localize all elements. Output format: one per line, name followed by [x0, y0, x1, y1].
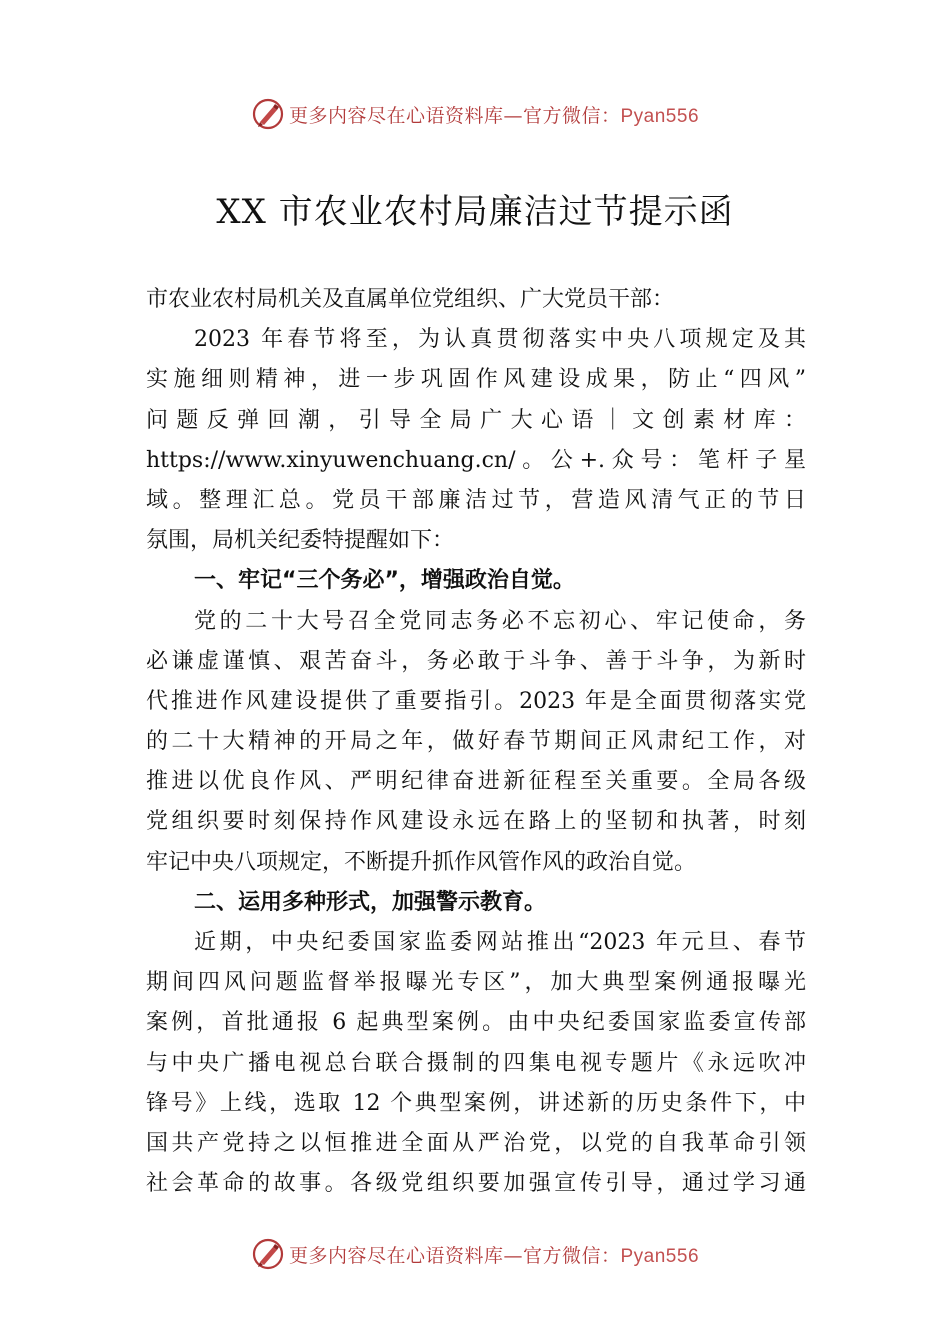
paragraph-line: 氛围，局机关纪委特提醒如下： [146, 528, 455, 554]
paragraph-line: 案例，首批通报 6 起典型案例。由中央纪委国家监委宣传部 [146, 1010, 806, 1036]
paragraph-line: 推进以优良作风、严明纪律奋进新征程至关重要。全局各级 [146, 769, 806, 795]
paragraph-line: 域。整理汇总。党员干部廉洁过节，营造风清气正的节日 [146, 487, 806, 513]
paragraph-line: 期间四风问题监督举报曝光专区”，加大典型案例通报曝光 [146, 970, 806, 996]
paragraph-line: 与中央广播电视总台联合摄制的四集电视专题片《永远吹冲 [146, 1050, 806, 1076]
document-title: XX 市农业农村局廉洁过节提示函 [216, 192, 734, 232]
paragraph-line: https://www.xinyuwenchuang.cn/。公+.众号：笔杆子星 [146, 447, 806, 473]
document-body [146, 280, 806, 1204]
paragraph-line: 党的二十大号召全党同志务必不忘初心、牢记使命，务 [194, 608, 806, 634]
paragraph-line: 近期，中央纪委国家监委网站推出“2023 年元旦、春节 [194, 930, 806, 955]
footer-banner-wechat: Pyan556 [620, 1245, 700, 1267]
paragraph-line: 2023 年春节将至，为认真贯彻落实中央八项规定及其 [194, 327, 806, 353]
paragraph-line: 国共产党持之以恒推进全面从严治党，以党的自我革命引领 [146, 1130, 806, 1156]
intro-paragraph [146, 320, 806, 561]
pen-logo-icon [251, 1237, 285, 1271]
pen-logo-icon [251, 97, 285, 131]
paragraph-line: 代推进作风建设提供了重要指引。2023 年是全面贯彻落实党 [146, 688, 806, 714]
header-banner [0, 94, 950, 134]
section-heading-1: 一、牢记“三个务必”，增强政治自觉。 [194, 568, 575, 594]
section-2-paragraph [146, 923, 806, 1204]
paragraph-line: 社会革命的故事。各级党组织要加强宣传引导，通过学习通 [146, 1171, 806, 1197]
header-banner-text: 更多内容尽在心语资料库—官方微信： [288, 104, 621, 127]
paragraph-line: 的二十大精神的开局之年，做好春节期间正风肃纪工作，对 [146, 729, 806, 755]
paragraph-line: 党组织要时刻保持作风建设永远在路上的坚韧和执著，时刻 [146, 809, 806, 835]
paragraph-line: 问题反弹回潮，引导全局广大心语｜文创素材库： [146, 407, 806, 433]
paragraph-line: 实施细则精神，进一步巩固作风建设成果，防止“四风” [146, 367, 806, 393]
footer-banner-text: 更多内容尽在心语资料库—官方微信： [288, 1244, 621, 1267]
salutation: 市农业农村局机关及直属单位党组织、广大党员干部： [146, 287, 675, 312]
paragraph-line: 牢记中央八项规定，不断提升抓作风管作风的政治自觉。 [146, 849, 697, 875]
section-1-paragraph [146, 602, 806, 883]
paragraph-line: 锋号》上线，选取 12 个典型案例，讲述新的历史条件下，中 [146, 1090, 806, 1116]
section-heading-2: 二、运用多种形式，加强警示教育。 [194, 889, 547, 915]
header-banner-wechat: Pyan556 [620, 105, 700, 127]
paragraph-line: 必谦虚谨慎、艰苦奋斗，务必敢于斗争、善于斗争，为新时 [146, 648, 806, 674]
footer-banner [0, 1234, 950, 1274]
